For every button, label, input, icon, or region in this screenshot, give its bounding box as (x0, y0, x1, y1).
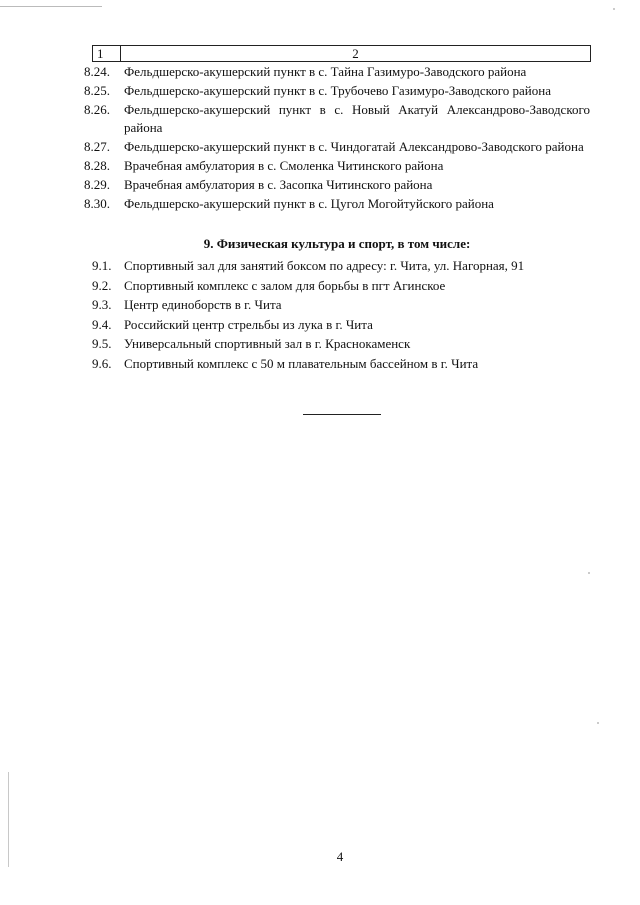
item-text: Российский центр стрельбы из лука в г. Чита (124, 316, 373, 332)
item-number: 8.28. (84, 157, 110, 173)
item-text: Врачебная амбулатория в с. Смоленка Читинского района (124, 157, 444, 173)
list-item (92, 296, 590, 315)
list-item (92, 335, 590, 354)
table-header-col-2: 2 (352, 46, 359, 61)
item-number: 8.27. (84, 138, 110, 154)
end-of-list-divider (303, 414, 381, 415)
list-item (84, 176, 590, 194)
item-number: 9.2. (92, 277, 112, 293)
item-number: 8.26. (84, 102, 110, 117)
item-number: 8.30. (84, 195, 110, 211)
item-text: Фельдшерско-акушерский пункт в с. Новый Акатуй Александрово-Заводского района (124, 102, 590, 135)
list-item (92, 277, 590, 296)
scan-artifact-margin-line (8, 772, 9, 867)
scan-artifact-dot (597, 722, 599, 724)
list-item (84, 82, 590, 100)
item-text: Врачебная амбулатория в с. Засопка Читинского района (124, 176, 433, 192)
item-number: 8.24. (84, 64, 110, 79)
item-text: Центр единоборств в г. Чита (124, 297, 282, 313)
scan-artifact-dot (613, 8, 615, 10)
section-9-list (92, 257, 590, 375)
section-9-heading: 9. Физическая культура и спорт, в том числе: (203, 236, 471, 251)
page-number: 4 (336, 849, 344, 864)
list-item (92, 355, 590, 374)
scan-artifact-dot (588, 572, 590, 574)
item-number: 9.3. (92, 297, 112, 313)
table-header-col-1: 1 (93, 46, 121, 61)
list-item (84, 63, 590, 81)
item-number: 8.25. (84, 83, 110, 98)
list-item (92, 257, 590, 276)
list-item (84, 157, 590, 175)
item-text: Спортивный комплекс с залом для борьбы в пгт Агинское (124, 277, 446, 293)
item-text: Универсальный спортивный зал в г. Краснокаменск (124, 336, 411, 352)
item-text: Фельдшерско-акушерский пункт в с. Трубочево Газимуро-Заводского района (124, 83, 551, 98)
list-item (84, 101, 590, 136)
item-number: 9.6. (92, 355, 112, 371)
list-item (84, 138, 590, 156)
item-text: Фельдшерско-акушерский пункт в с. Цугол Могойтуйского района (124, 195, 494, 211)
section-8-list (84, 63, 590, 214)
item-text: Спортивный комплекс с 50 м плавательным бассейном в г. Чита (124, 355, 479, 371)
table-header-row (92, 45, 591, 62)
list-item (92, 316, 590, 335)
item-text: Спортивный зал для занятий боксом по адресу: г. Чита, ул. Нагорная, 91 (124, 258, 525, 273)
item-number: 9.4. (92, 316, 112, 332)
item-number: 8.29. (84, 176, 110, 192)
item-number: 9.5. (92, 336, 112, 352)
item-text: Фельдшерско-акушерский пункт в с. Тайна Газимуро-Заводского района (124, 64, 527, 79)
list-item (84, 195, 590, 213)
scan-artifact-line (0, 6, 102, 7)
item-text: Фельдшерско-акушерский пункт в с. Чиндогатай Александрово-Заводского района (124, 138, 584, 154)
item-number: 9.1. (92, 258, 112, 273)
